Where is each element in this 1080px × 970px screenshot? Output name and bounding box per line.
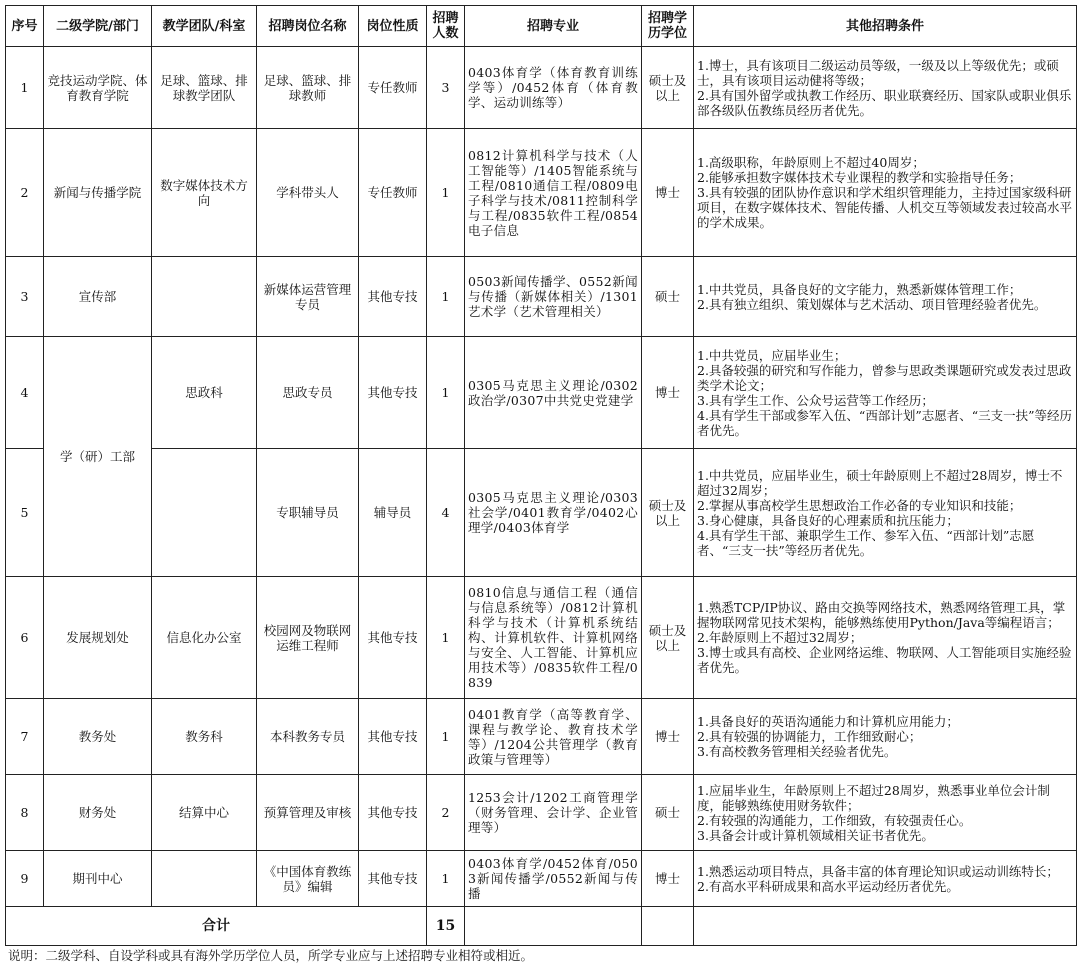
col-header-conditions: 其他招聘条件: [694, 6, 1077, 47]
cell-major: 0305马克思主义理论/0302政治学/0307中共党史党建学: [465, 337, 642, 449]
col-header-degree: 招聘学历学位: [642, 6, 694, 47]
table-row: [6, 129, 1077, 257]
cell-conditions: [694, 129, 1077, 257]
cell-no: 9: [6, 851, 44, 907]
table-row: [6, 775, 1077, 851]
condition-line: 4.具有学生干部、兼职学生工作、参军入伍、“西部计划”志愿者、“三支一扶”等经历者优先。: [697, 527, 1035, 558]
cell-position: 本科教务专员: [257, 699, 359, 775]
cell-count: 1: [427, 851, 465, 907]
cell-team: 教务科: [152, 699, 257, 775]
cell-conditions: [694, 577, 1077, 699]
cell-team: 思政科: [152, 337, 257, 449]
total-empty-degree: [642, 907, 694, 946]
cell-count: 1: [427, 257, 465, 337]
cell-team: [152, 851, 257, 907]
cell-degree: 硕士及以上: [642, 449, 694, 577]
col-header-no: 序号: [6, 6, 44, 47]
condition-line: 3.博士或具有高校、企业网络运维、物联网、人工智能项目实施经验者优先。: [697, 645, 1072, 675]
condition-line: 2.年龄原则上不超过32周岁；: [697, 630, 863, 645]
cell-count: 1: [427, 337, 465, 449]
cell-position: 足球、篮球、排球教师: [257, 47, 359, 129]
cell-team: 足球、篮球、排球教学团队: [152, 47, 257, 129]
table-row: [6, 47, 1077, 129]
condition-line: 2.有较强的沟通能力，工作细致，有较强责任心。: [697, 812, 972, 828]
condition-line: 1.具备良好的英语沟通能力和计算机应用能力；: [697, 714, 959, 729]
condition-line: 3.具有较强的团队协作意识和学术组织管理能力，主持过国家级科研项目，在数字媒体技术、智能传播、人机交互等领域发表过较高水平的学术成果。: [697, 185, 1073, 230]
cell-team: 结算中心: [152, 775, 257, 851]
condition-line: 4.具有学生干部或参军入伍、“西部计划”志愿者、“三支一扶”等经历者优先。: [697, 407, 1072, 438]
cell-no: 8: [6, 775, 44, 851]
cell-no: 7: [6, 699, 44, 775]
condition-line: 3.具有学生工作、公众号运营等工作经历；: [697, 392, 934, 408]
cell-degree: 硕士及以上: [642, 47, 694, 129]
cell-nature: 专任教师: [359, 129, 427, 257]
col-header-nature: 岗位性质: [359, 6, 427, 47]
cell-major: 0305马克思主义理论/0303社会学/0401教育学/0402心理学/0403体育学: [465, 449, 642, 577]
condition-line: 1.熟悉TCP/IP协议、路由交换等网络技术，熟悉网络管理工具，掌握物联网常见技术架构，能够熟练使用Python/Java等编程语言；: [697, 600, 1066, 630]
cell-nature: 其他专技: [359, 577, 427, 699]
cell-no: 5: [6, 449, 44, 577]
cell-dept: 新闻与传播学院: [44, 129, 152, 257]
cell-degree: 博士: [642, 851, 694, 907]
total-empty-conditions: [694, 907, 1077, 946]
cell-major: 0403体育学/0452体育/0503新闻传播学/0552新闻与传播: [465, 851, 642, 907]
cell-count: 3: [427, 47, 465, 129]
cell-dept: 教务处: [44, 699, 152, 775]
condition-line: 3.身心健康，具备良好的心理素质和抗压能力；: [697, 512, 959, 528]
cell-major: 0401教育学（高等教育学、课程与教学论、教育技术学等）/1204公共管理学（教育政策与管理等）: [465, 699, 642, 775]
footnote: 说明：二级学科、自设学科或具有海外学历学位人员，所学专业应与上述招聘专业相符或相近。: [8, 948, 534, 963]
condition-line: 1.中共党员，具备良好的文字能力，熟悉新媒体管理工作；: [697, 281, 1022, 297]
cell-conditions: [694, 257, 1077, 337]
cell-no: 6: [6, 577, 44, 699]
cell-major: 0403体育学（体育教育训练学等）/0452体育（体育教学、运动训练等）: [465, 47, 642, 129]
total-empty-major: [465, 907, 642, 946]
condition-line: 1.博士，具有该项目二级运动员等级，一级及以上等级优先；或硕士，具有该项目运动健将等级；: [697, 57, 1059, 88]
cell-degree: 硕士: [642, 775, 694, 851]
cell-degree: 硕士: [642, 257, 694, 337]
cell-count: 1: [427, 129, 465, 257]
condition-line: 2.具有独立组织、策划媒体与艺术活动、项目管理经验者优先。: [697, 296, 1047, 312]
cell-major: 0810信息与通信工程（通信与信息系统等）/0812计算机科学与技术（计算机系统结构、计算机软件、计算机网络与安全、人工智能、计算机应用技术等）/0835软件工程/0839: [465, 577, 642, 699]
total-label: 合计: [6, 907, 427, 946]
total-row: [6, 907, 1077, 946]
cell-major: 0503新闻传播学、0552新闻与传播（新媒体相关）/1301艺术学（艺术管理相关）: [465, 257, 642, 337]
cell-nature: 其他专技: [359, 257, 427, 337]
cell-degree: 博士: [642, 699, 694, 775]
condition-line: 2.能够承担数字媒体技术专业课程的教学和实验指导任务；: [697, 170, 1022, 185]
condition-line: 3.有高校教务管理相关经验者优先。: [697, 744, 897, 759]
cell-degree: 博士: [642, 129, 694, 257]
cell-dept: 竞技运动学院、体育教育学院: [44, 47, 152, 129]
cell-dept: 期刊中心: [44, 851, 152, 907]
condition-line: 1.中共党员，应届毕业生；: [697, 347, 847, 363]
condition-line: 1.中共党员，应届毕业生，硕士年龄原则上不超过28周岁，博士不超过32周岁；: [697, 467, 1063, 498]
col-header-position: 招聘岗位名称: [257, 6, 359, 47]
col-header-major: 招聘专业: [465, 6, 642, 47]
condition-line: 1.熟悉运动项目特点，具备丰富的体育理论知识或运动训练特长；: [697, 863, 1059, 879]
col-header-dept: 二级学院/部门: [44, 6, 152, 47]
cell-conditions: [694, 337, 1077, 449]
cell-conditions: [694, 699, 1077, 775]
cell-conditions: [694, 851, 1077, 907]
cell-position: 学科带头人: [257, 129, 359, 257]
condition-line: 2.具有国外留学或执教工作经历、职业联赛经历、国家队或职业俱乐部各级队伍教练员经历者优先。: [697, 87, 1072, 118]
table-row: [6, 337, 1077, 449]
cell-count: 2: [427, 775, 465, 851]
cell-conditions: [694, 47, 1077, 129]
table-row: [6, 257, 1077, 337]
cell-position: 校园网及物联网运维工程师: [257, 577, 359, 699]
cell-count: 4: [427, 449, 465, 577]
cell-count: 1: [427, 699, 465, 775]
cell-major: 0812计算机科学与技术（人工智能等）/1405智能系统与工程/0810通信工程/0809电子科学与技术/0811控制科学与工程/0835软件工程/0854电子信息: [465, 129, 642, 257]
table-row: [6, 851, 1077, 907]
cell-dept: 发展规划处: [44, 577, 152, 699]
condition-line: 1.高级职称，年龄原则上不超过40周岁；: [697, 155, 925, 170]
cell-team: 信息化办公室: [152, 577, 257, 699]
condition-line: 2.掌握从事高校学生思想政治工作必备的专业知识和技能；: [697, 497, 1022, 513]
cell-no: 4: [6, 337, 44, 449]
table-row: [6, 699, 1077, 775]
recruitment-table-container: [5, 5, 1076, 946]
cell-team: [152, 449, 257, 577]
cell-position: 预算管理及审核: [257, 775, 359, 851]
col-header-team: 教学团队/科室: [152, 6, 257, 47]
cell-dept: 学（研）工部: [44, 337, 152, 577]
cell-position: 思政专员: [257, 337, 359, 449]
cell-nature: 其他专技: [359, 851, 427, 907]
condition-line: 2.具备较强的研究和写作能力，曾参与思政类课题研究或发表过思政类学术论文；: [697, 362, 1072, 393]
cell-major: 1253会计/1202工商管理学（财务管理、会计学、企业管理等）: [465, 775, 642, 851]
cell-degree: 博士: [642, 337, 694, 449]
cell-no: 1: [6, 47, 44, 129]
condition-line: 2.具有较强的协调能力，工作细致耐心；: [697, 729, 922, 744]
condition-line: 3.具备会计或计算机领域相关证书者优先。: [697, 827, 934, 843]
recruitment-table: [5, 5, 1077, 946]
cell-nature: 其他专技: [359, 699, 427, 775]
cell-position: 专职辅导员: [257, 449, 359, 577]
cell-no: 3: [6, 257, 44, 337]
cell-no: 2: [6, 129, 44, 257]
col-header-count: 招聘人数: [427, 6, 465, 47]
cell-conditions: [694, 449, 1077, 577]
header-row: [6, 6, 1077, 47]
cell-nature: 专任教师: [359, 47, 427, 129]
cell-dept: 宣传部: [44, 257, 152, 337]
cell-degree: 硕士及以上: [642, 577, 694, 699]
cell-team: [152, 257, 257, 337]
cell-conditions: [694, 775, 1077, 851]
cell-team: 数字媒体技术方向: [152, 129, 257, 257]
cell-dept: 财务处: [44, 775, 152, 851]
cell-position: 《中国体育教练员》编辑: [257, 851, 359, 907]
cell-nature: 辅导员: [359, 449, 427, 577]
cell-nature: 其他专技: [359, 775, 427, 851]
condition-line: 2.有高水平科研成果和高水平运动经历者优先。: [697, 878, 959, 894]
table-row: [6, 449, 1077, 577]
condition-line: 1.应届毕业生，年龄原则上不超过28周岁，熟悉事业单位会计制度，能够熟练使用财务软件；: [697, 782, 1050, 813]
table-row: [6, 577, 1077, 699]
total-count: 15: [427, 907, 465, 946]
cell-count: 1: [427, 577, 465, 699]
cell-nature: 其他专技: [359, 337, 427, 449]
cell-position: 新媒体运营管理专员: [257, 257, 359, 337]
